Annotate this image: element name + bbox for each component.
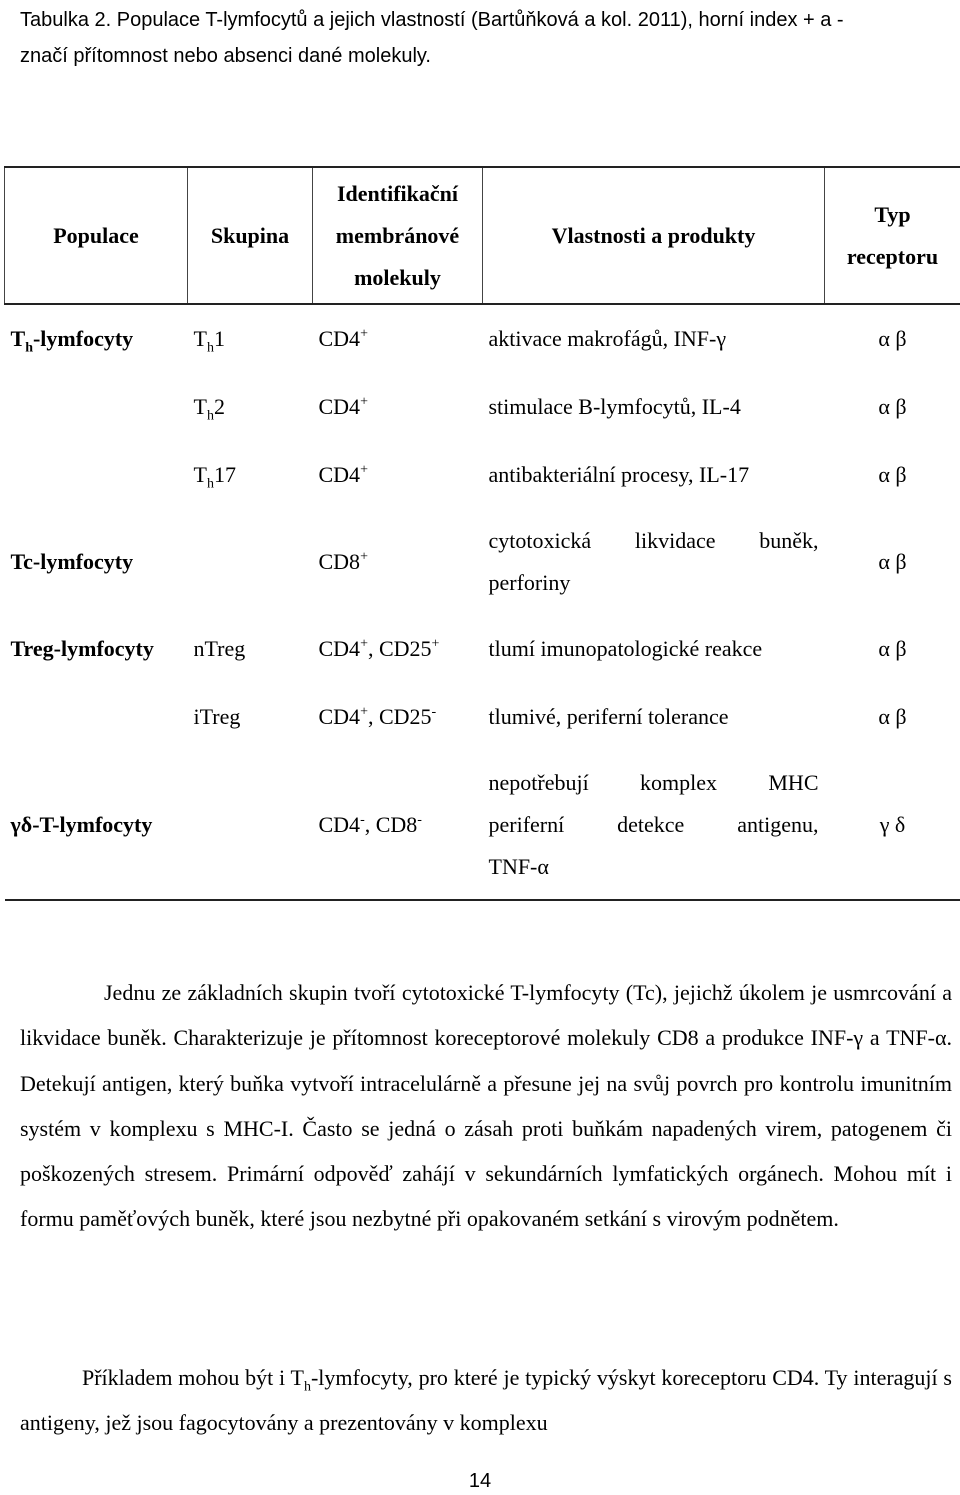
mol-sup-2: - — [431, 704, 437, 720]
body-paragraph-2 — [20, 1355, 952, 1446]
table-caption — [20, 2, 950, 74]
cell-vlastnosti: aktivace makrofágů, INF-γ — [488, 326, 727, 351]
cell-populace — [5, 304, 188, 373]
grp-rest: 2 — [213, 394, 225, 419]
caption-line-2: značí přítomnost nebo absenci dané molekuly. — [20, 45, 431, 67]
grp-sub: h — [206, 408, 214, 424]
mol-text: CD4 — [318, 462, 361, 487]
mol-sup: + — [360, 549, 368, 565]
cell-populace — [5, 683, 188, 751]
header-molekuly — [313, 167, 483, 304]
mol-mid: , CD25 — [367, 636, 432, 661]
mol-sup: + — [360, 394, 368, 410]
cell-receptor: α β — [878, 704, 907, 729]
cell-vlastnosti — [483, 751, 825, 900]
cell-molekuly — [313, 373, 483, 441]
mol-sup: - — [360, 812, 365, 828]
cell-populace — [5, 373, 188, 441]
header-skupina: Skupina — [188, 167, 313, 304]
cell-vlastnosti — [483, 509, 825, 615]
cell-populace: γδ-T-lymfocyty — [5, 751, 188, 900]
cell-populace: Treg-lymfocyty — [10, 636, 154, 661]
table-row — [5, 615, 960, 683]
desc-line-2: perforiny — [488, 570, 571, 595]
table-row — [5, 304, 960, 373]
cell-molekuly — [313, 509, 483, 615]
cell-skupina — [188, 509, 313, 615]
header-molekuly-line-2: membránové — [335, 222, 460, 248]
cell-molekuly — [313, 441, 483, 509]
cell-receptor: α β — [878, 326, 907, 351]
cell-skupina: nTreg — [193, 636, 246, 661]
grp-rest: 1 — [213, 326, 225, 351]
mol-sup: + — [360, 704, 368, 720]
lymphocyte-table — [4, 166, 960, 901]
page-number: 14 — [468, 1470, 492, 1492]
desc-line-3: TNF-α — [488, 854, 549, 879]
cell-receptor: γ δ — [825, 751, 960, 900]
header-typ-line-1: Typ — [874, 201, 911, 227]
mol-text: CD8 — [318, 549, 361, 574]
desc-line-2: periferní detekce antigenu, — [488, 812, 819, 837]
mol-sup: + — [360, 462, 368, 478]
cell-molekuly — [313, 304, 483, 373]
cell-molekuly — [313, 615, 483, 683]
cell-skupina — [188, 373, 313, 441]
mol-text: CD4 — [318, 636, 361, 661]
mol-text: CD4 — [318, 812, 361, 837]
mol-text: CD4 — [318, 394, 361, 419]
cell-skupina — [188, 441, 313, 509]
header-populace: Populace — [5, 167, 188, 304]
pop-rest: -lymfocyty — [32, 326, 134, 351]
cell-skupina: iTreg — [193, 704, 241, 729]
cell-receptor: α β — [878, 394, 907, 419]
table-header-row — [5, 167, 960, 304]
cell-vlastnosti: stimulace B-lymfocytů, IL-4 — [488, 394, 741, 419]
body-paragraph-1: Jednu ze základních skupin tvoří cytotoxické T-lymfocyty (Tc), jejichž úkolem je usmrcování a likvidace buněk. Charakterizuje je přítomnost koreceptorové molekuly CD8 a produkce INF-γ a TNF-α. Detekují antigen, který buňka vytvoří intracelulárně a přesune jej na svůj povrch pro kontrolu imunitním systém v komplexu s MHC-I. Často se jedná o zásah proti buňkám napadených virem, patogenem či poškozených stresem. Primární odpověď zahájí v sekundárních lymfatických orgánech. Mohou mít i formu paměťových buněk, které jsou nezbytné při opakovaném setkání s virovým podnětem. — [20, 980, 952, 1232]
cell-skupina — [188, 304, 313, 373]
paragraph-2-after: -lymfocyty, pro které je typický výskyt koreceptoru CD4. Ty interagují s antigeny, jež jsou fagocytovány a prezentovány v komplexu — [20, 1365, 952, 1436]
desc-line-1: nepotřebují komplex MHC — [488, 770, 819, 795]
mol-sup: + — [360, 326, 368, 342]
mol-mid: , CD25 — [367, 704, 432, 729]
mol-text: CD4 — [318, 704, 361, 729]
mol-sup-2: + — [431, 636, 440, 652]
grp-text: T — [193, 462, 207, 487]
cell-molekuly — [313, 751, 483, 900]
caption-line-1: Tabulka 2. Populace T-lymfocytů a jejich vlastností (Bartůňková a kol. 2011), horní index + a - — [20, 9, 844, 31]
cell-molekuly — [313, 683, 483, 751]
desc-line-1: cytotoxická likvidace buněk, — [488, 528, 819, 553]
cell-receptor: α β — [878, 462, 907, 487]
pop-text: T — [10, 326, 26, 351]
cell-vlastnosti: tlumí imunopatologické reakce — [488, 636, 763, 661]
grp-sub: h — [206, 476, 214, 492]
table-row — [5, 751, 960, 900]
header-molekuly-line-3: molekuly — [354, 264, 441, 290]
table-row — [5, 441, 960, 509]
grp-text: T — [193, 326, 207, 351]
table-row — [5, 683, 960, 751]
grp-rest: 17 — [213, 462, 236, 487]
cell-skupina — [188, 751, 313, 900]
cell-vlastnosti: antibakteriální procesy, IL-17 — [488, 462, 750, 487]
header-molekuly-line-1: Identifikační — [336, 180, 459, 206]
header-vlastnosti: Vlastnosti a produkty — [483, 167, 825, 304]
grp-text: T — [193, 394, 207, 419]
mol-mid: , CD8 — [364, 812, 418, 837]
mol-sup-2: - — [417, 812, 422, 828]
paragraph-2-sub: h — [303, 1379, 311, 1395]
pop-sub: h — [25, 340, 33, 356]
cell-populace: Tc-lymfocyty — [10, 549, 134, 574]
grp-sub: h — [206, 340, 214, 356]
header-typ-line-2: receptoru — [846, 243, 939, 269]
header-typ — [825, 167, 960, 304]
mol-sup: + — [360, 636, 368, 652]
paragraph-2-before: Příkladem mohou být i T — [82, 1365, 304, 1390]
cell-receptor: α β — [878, 549, 907, 574]
cell-receptor: α β — [878, 636, 907, 661]
table-row — [5, 373, 960, 441]
mol-text: CD4 — [318, 326, 361, 351]
cell-populace — [5, 441, 188, 509]
cell-vlastnosti: tlumivé, periferní tolerance — [488, 704, 729, 729]
table-row — [5, 509, 960, 615]
